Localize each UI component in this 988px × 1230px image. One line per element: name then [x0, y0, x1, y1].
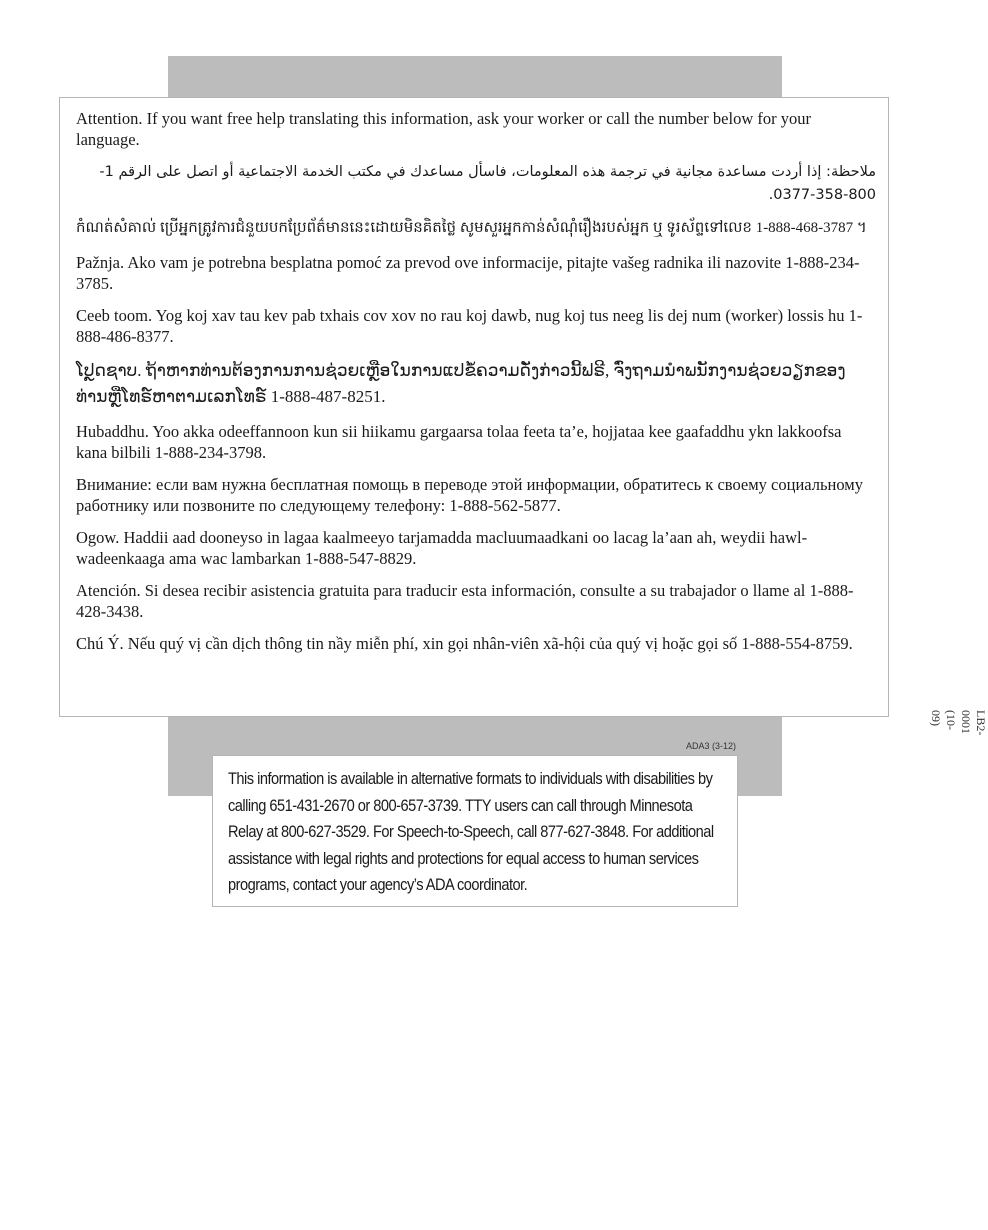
notice-lao: ໂປຼດຊາບ. ຖ້າຫາກທ່ານຕ້ອງການການຊ່ວຍເຫຼືອໃນການແປຂໍ້ຄວາມດັ່ງກ່າວນີ້ຟຣີ, ຈົ່ງຖາມນໍາພນັກງານຊ່ວຍວຽກຂອງທ່ານຫຼືໂທຣ໌ຫາຕາມເລກໂທຣ໌ 1-888-487-8251. — [76, 361, 846, 406]
notice-russian: Внимание: если вам нужна бесплатная помощь в переводе этой информации, обратитесь к своему социальному работнику или позвоните по следующему телефону: 1-888-562-5877. — [76, 475, 863, 515]
ada-notice-text: This information is available in alternative formats to individuals with disabilities by calling 651-431-2670 or 800-657-3739. TTY users can call through Minnesota Relay at 800-627-3529. For Speech-to-Speech, call 877-627-3848. For additional assistance with legal rights and protections for equal access to human services programs, contact your agency’s ADA coordinator. — [228, 769, 714, 894]
form-code-label: LB2-0001 (10-09) — [929, 710, 988, 736]
notice-khmer: កំណត់សំគាល់ ប្រើអ្នកត្រូវការជំនួយបកប្រែព័ត៌មាននេះដោយមិនគិតថ្លៃ សូមសួរអ្នកកាន់សំណុំរឿងរបស់អ្នក ឬ ទូរស័ព្ទទៅលេខ 1-888-468-3787 ។ — [76, 220, 867, 236]
notice-vietnamese: Chú Ý. Nếu quý vị cần dịch thông tin nầy miễn phí, xin gọi nhân-viên xã-hội của quý vị hoặc gọi số 1-888-554-8759. — [76, 634, 853, 653]
notice-arabic: ملاحظة: إذا أردت مساعدة مجانية في ترجمة هذه المعلومات، فاسأل مساعدك في مكتب الخدمة الاجتماعية أو اتصل على الرقم 1-800-358-0377. — [99, 164, 876, 203]
notice-serbo-croatian: Pažnja. Ako vam je potrebna besplatna pomoć za prevod ove informacije, pitajte vašeg radnika ili nazovite 1-888-234-3785. — [76, 253, 860, 293]
notice-hmong: Ceeb toom. Yog koj xav tau kev pab txhais cov xov no rau koj dawb, nug koj tus neeg lis dej num (worker) lossis hu 1-888-486-8377. — [76, 306, 863, 346]
language-notice-list — [76, 108, 876, 665]
notice-somali: Ogow. Haddii aad dooneyso in lagaa kaalmeeyo tarjamadda macluumaadkani oo lacag la’aan ah, weydii hawl-wadeenkaaga ama wac lambarkan 1-888-547-8829. — [76, 528, 808, 568]
notice-oromo: Hubaddhu. Yoo akka odeeffannoon kun sii hiikamu gargaarsa tolaa feeta ta’e, hojjataa kee gaafaddhu ykn lakkoofsa kana bilbili 1-888-234-3798. — [76, 422, 842, 462]
ada-notice-box — [212, 755, 738, 907]
header-gray-band — [168, 56, 782, 100]
notice-spanish: Atención. Si desea recibir asistencia gratuita para traducir esta información, consulte a su trabajador o llame al 1-888-428-3438. — [76, 581, 854, 621]
ada-code-label: ADA3 (3-12) — [686, 741, 737, 751]
language-notice-box — [59, 97, 988, 736]
notice-english: Attention. If you want free help translating this information, ask your worker or call the number below for your language. — [76, 109, 811, 149]
